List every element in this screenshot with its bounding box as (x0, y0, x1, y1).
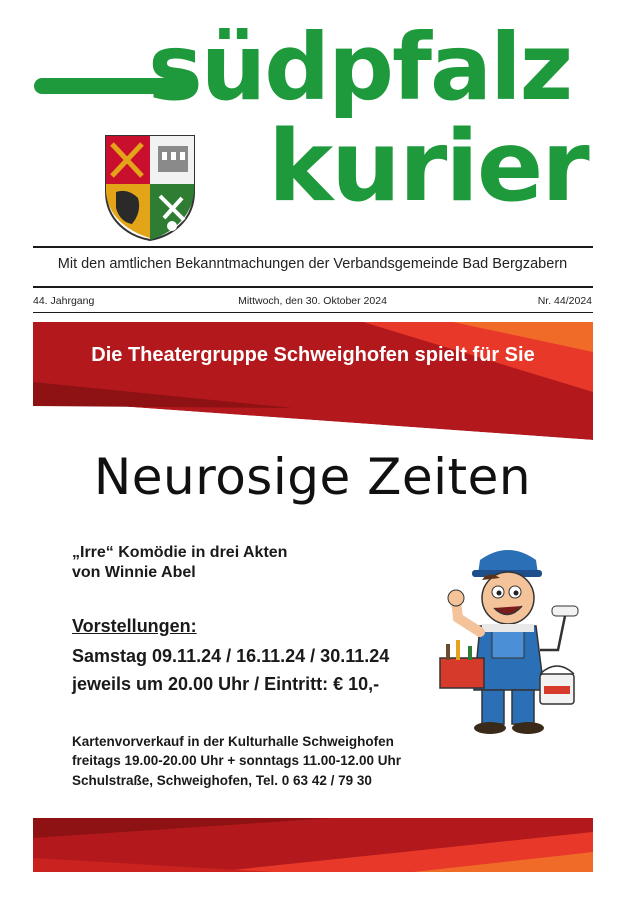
performance-time: jeweils um 20.00 Uhr / Eintritt: € 10,- (72, 674, 380, 694)
banner-title: Die Theatergruppe Schweighofen spielt für Sie (91, 344, 535, 366)
masthead-subtitle: Mit den amtlichen Bekanntmachungen der Verbandsgemeinde Bad Bergzabern (57, 256, 568, 272)
play-description-line1: „Irre“ Komödie in drei Akten (72, 544, 288, 561)
ticket-info-line2: freitags 19.00-20.00 Uhr + sonntags 11.00-12.00 Uhr (72, 753, 402, 768)
footer-band (33, 818, 593, 872)
header-rule-middle (33, 286, 593, 288)
masthead-title-line2: kurier (268, 110, 588, 224)
red-banner (33, 322, 593, 440)
header-rule-top (33, 246, 593, 248)
play-description-line2: von Winnie Abel (72, 564, 196, 581)
ticket-info-line1: Kartenvorverkauf in der Kulturhalle Schweighofen (72, 734, 394, 749)
painter-illustration (418, 540, 588, 740)
issue-number: Nr. 44/2024 (537, 295, 592, 307)
issue-date: Mittwoch, den 30. Oktober 2024 (238, 295, 387, 307)
play-title: Neurosige Zeiten (93, 448, 532, 506)
performance-dates: Samstag 09.11.24 / 16.11.24 / 30.11.24 (72, 646, 390, 666)
masthead (0, 0, 625, 245)
header-rule-bottom (33, 312, 593, 313)
coat-of-arms-icon (102, 132, 198, 242)
ticket-info-line3: Schulstraße, Schweighofen, Tel. 0 63 42 / 79 30 (72, 773, 372, 788)
performances-heading: Vorstellungen: (72, 616, 197, 636)
masthead-title-line1: südpfalz (148, 14, 572, 121)
issue-year: 44. Jahrgang (33, 295, 95, 307)
